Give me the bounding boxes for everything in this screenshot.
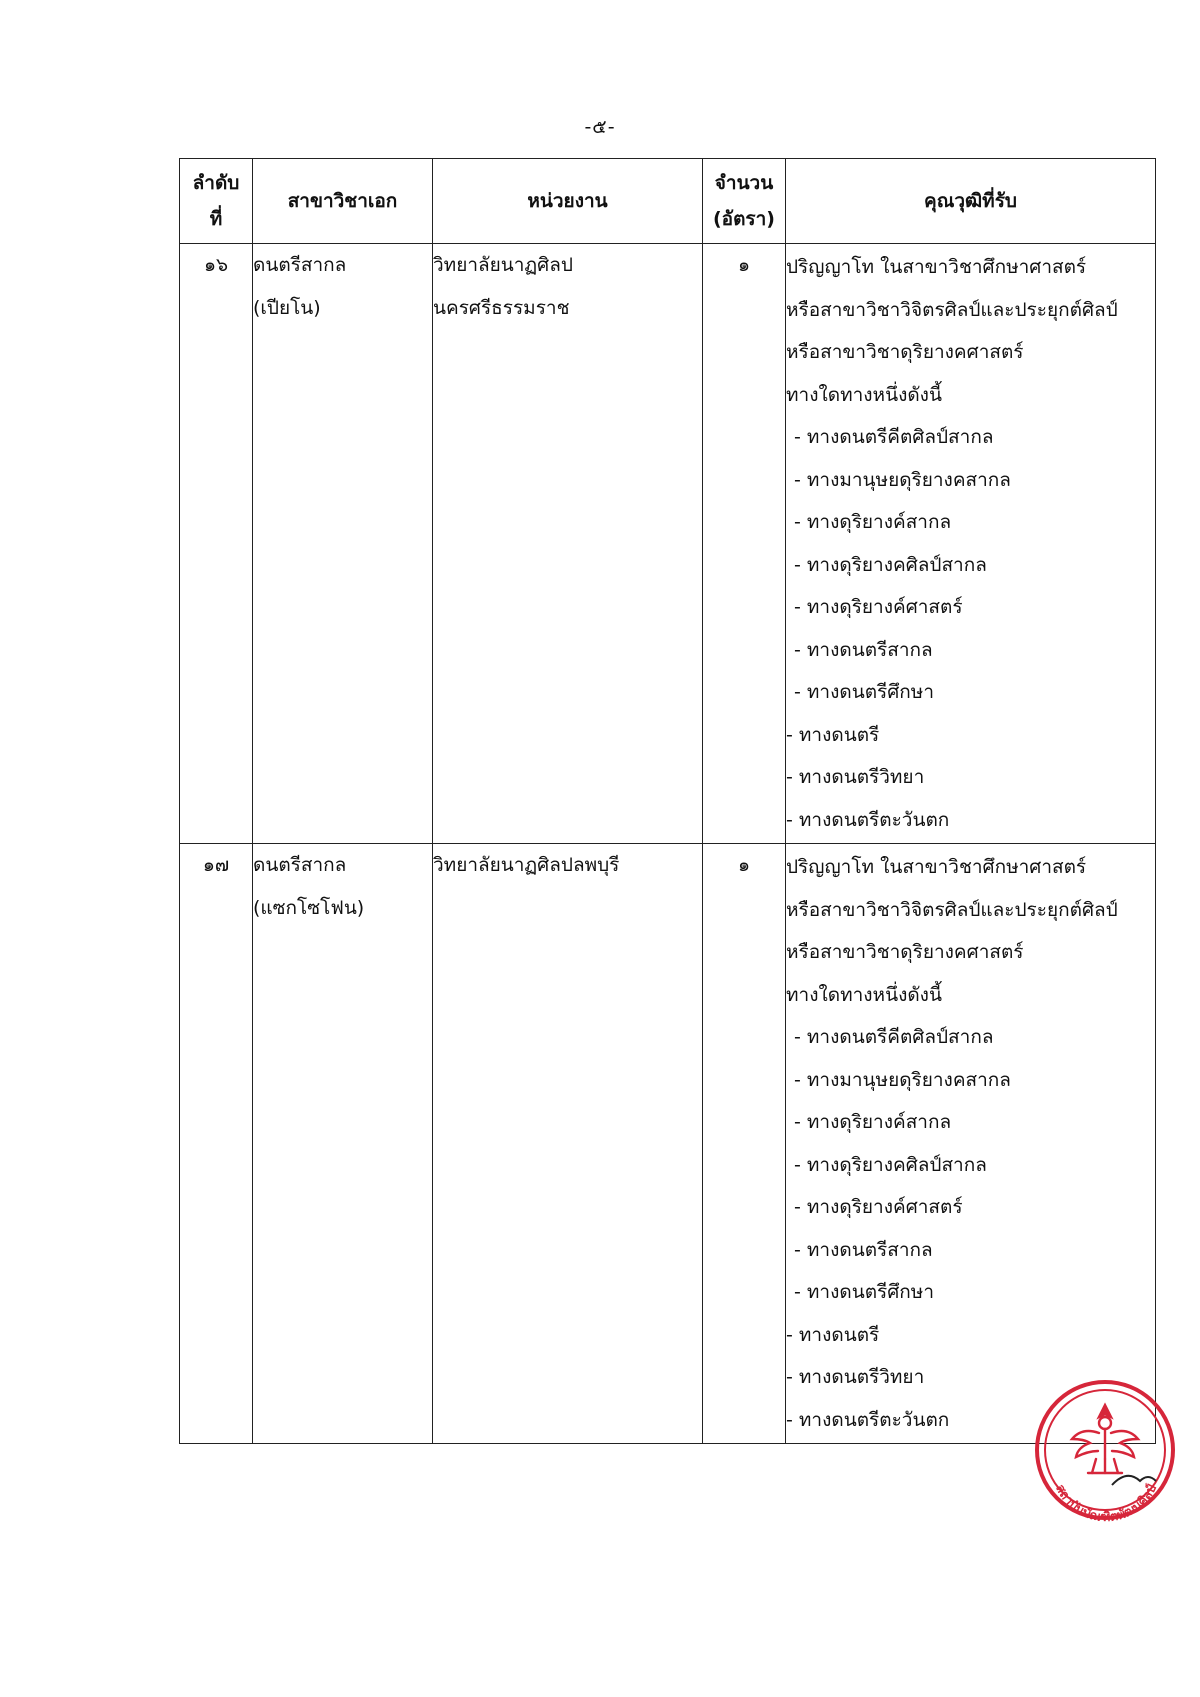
header-agency: หน่วยงาน	[433, 159, 703, 244]
major-name: ดนตรีสากล	[253, 254, 347, 276]
qualification-item: - ทางดนตรีตะวันตก	[786, 808, 950, 831]
garuda-emblem-icon	[1072, 1405, 1138, 1473]
header-count-line1: จำนวน	[714, 172, 774, 194]
row-number: ๑๖	[180, 244, 253, 844]
row-qualification	[786, 844, 1156, 1444]
qualification-item: - ทางดนตรีวิทยา	[786, 1366, 925, 1388]
row-count: ๑	[703, 844, 786, 1444]
qualification-line: หรือสาขาวิชาดุริยางคศาสตร์	[786, 941, 1024, 963]
qualification-line: ทางใดทางหนึ่งดังนี้	[786, 383, 942, 406]
row-qualification	[786, 244, 1156, 844]
qualification-line: หรือสาขาวิชาวิจิตรศิลป์และประยุกต์ศิลป์	[786, 298, 1118, 321]
row-count: ๑	[703, 244, 786, 844]
qualification-item: - ทางดุริยางค์สากล	[794, 1111, 952, 1133]
qualification-item: - ทางมานุษยดุริยางคสากล	[794, 1068, 1011, 1091]
official-seal-stamp	[1032, 1377, 1178, 1523]
qualification-line: ทางใดทางหนึ่งดังนี้	[786, 983, 942, 1006]
qualification-line: ปริญญาโท ในสาขาวิชาศึกษาศาสตร์	[786, 856, 1087, 878]
row-number: ๑๗	[180, 844, 253, 1444]
major-name: ดนตรีสากล	[253, 854, 347, 876]
qualification-item: - ทางดุริยางคศิลป์สากล	[794, 1153, 987, 1176]
header-major: สาขาวิชาเอก	[253, 159, 433, 244]
positions-table	[179, 158, 1156, 1444]
qualification-line: ปริญญาโท ในสาขาวิชาศึกษาศาสตร์	[786, 256, 1087, 278]
qualification-item: - ทางดนตรี	[786, 723, 880, 746]
row-major	[253, 844, 433, 1444]
qualification-item: - ทางดนตรีคีตศิลป์สากล	[794, 1026, 994, 1048]
header-no-line1: ลำดับ	[192, 172, 240, 194]
qualification-item: - ทางดนตรีวิทยา	[786, 766, 925, 788]
seal-text: สถาบันบัณฑิตพัฒนศิลป์	[1053, 1481, 1159, 1523]
row-major	[253, 244, 433, 844]
major-instrument: (เปียโน)	[253, 296, 321, 319]
qualification-item: - ทางมานุษยดุริยางคสากล	[794, 468, 1011, 491]
major-instrument: (แซกโซโฟน)	[253, 896, 365, 919]
qualification-item: - ทางดนตรีศึกษา	[794, 681, 934, 703]
header-no	[180, 159, 253, 244]
qualification-item: - ทางดนตรีสากล	[794, 1238, 933, 1261]
qualification-item: - ทางดนตรีศึกษา	[794, 1281, 934, 1303]
qualification-item: - ทางดุริยางค์ศาสตร์	[794, 1196, 963, 1218]
row-agency: วิทยาลัยนาฏศิลปลพบุรี	[433, 844, 703, 1444]
qualification-item: - ทางดุริยางค์ศาสตร์	[794, 596, 963, 618]
qualification-item: - ทางดนตรีคีตศิลป์สากล	[794, 426, 994, 448]
page-number: -๕-	[584, 116, 616, 138]
qualification-item: - ทางดุริยางคศิลป์สากล	[794, 553, 987, 576]
header-count	[703, 159, 786, 244]
qualification-line: หรือสาขาวิชาดุริยางคศาสตร์	[786, 341, 1024, 363]
table-row	[180, 844, 1156, 1444]
header-qualification: คุณวุฒิที่รับ	[786, 159, 1156, 244]
qualification-line: หรือสาขาวิชาวิจิตรศิลป์และประยุกต์ศิลป์	[786, 898, 1118, 921]
qualification-item: - ทางดุริยางค์สากล	[794, 511, 952, 533]
qualification-item: - ทางดนตรีสากล	[794, 638, 933, 661]
qualification-item: - ทางดนตรี	[786, 1323, 880, 1346]
qualification-item: - ทางดนตรีตะวันตก	[786, 1408, 950, 1431]
table-row	[180, 244, 1156, 844]
header-count-line2: (อัตรา)	[713, 208, 775, 230]
row-agency: วิทยาลัยนาฏศิลปนครศรีธรรมราช	[433, 244, 703, 844]
header-no-line2: ที่	[209, 208, 223, 230]
table-header-row	[180, 159, 1156, 244]
